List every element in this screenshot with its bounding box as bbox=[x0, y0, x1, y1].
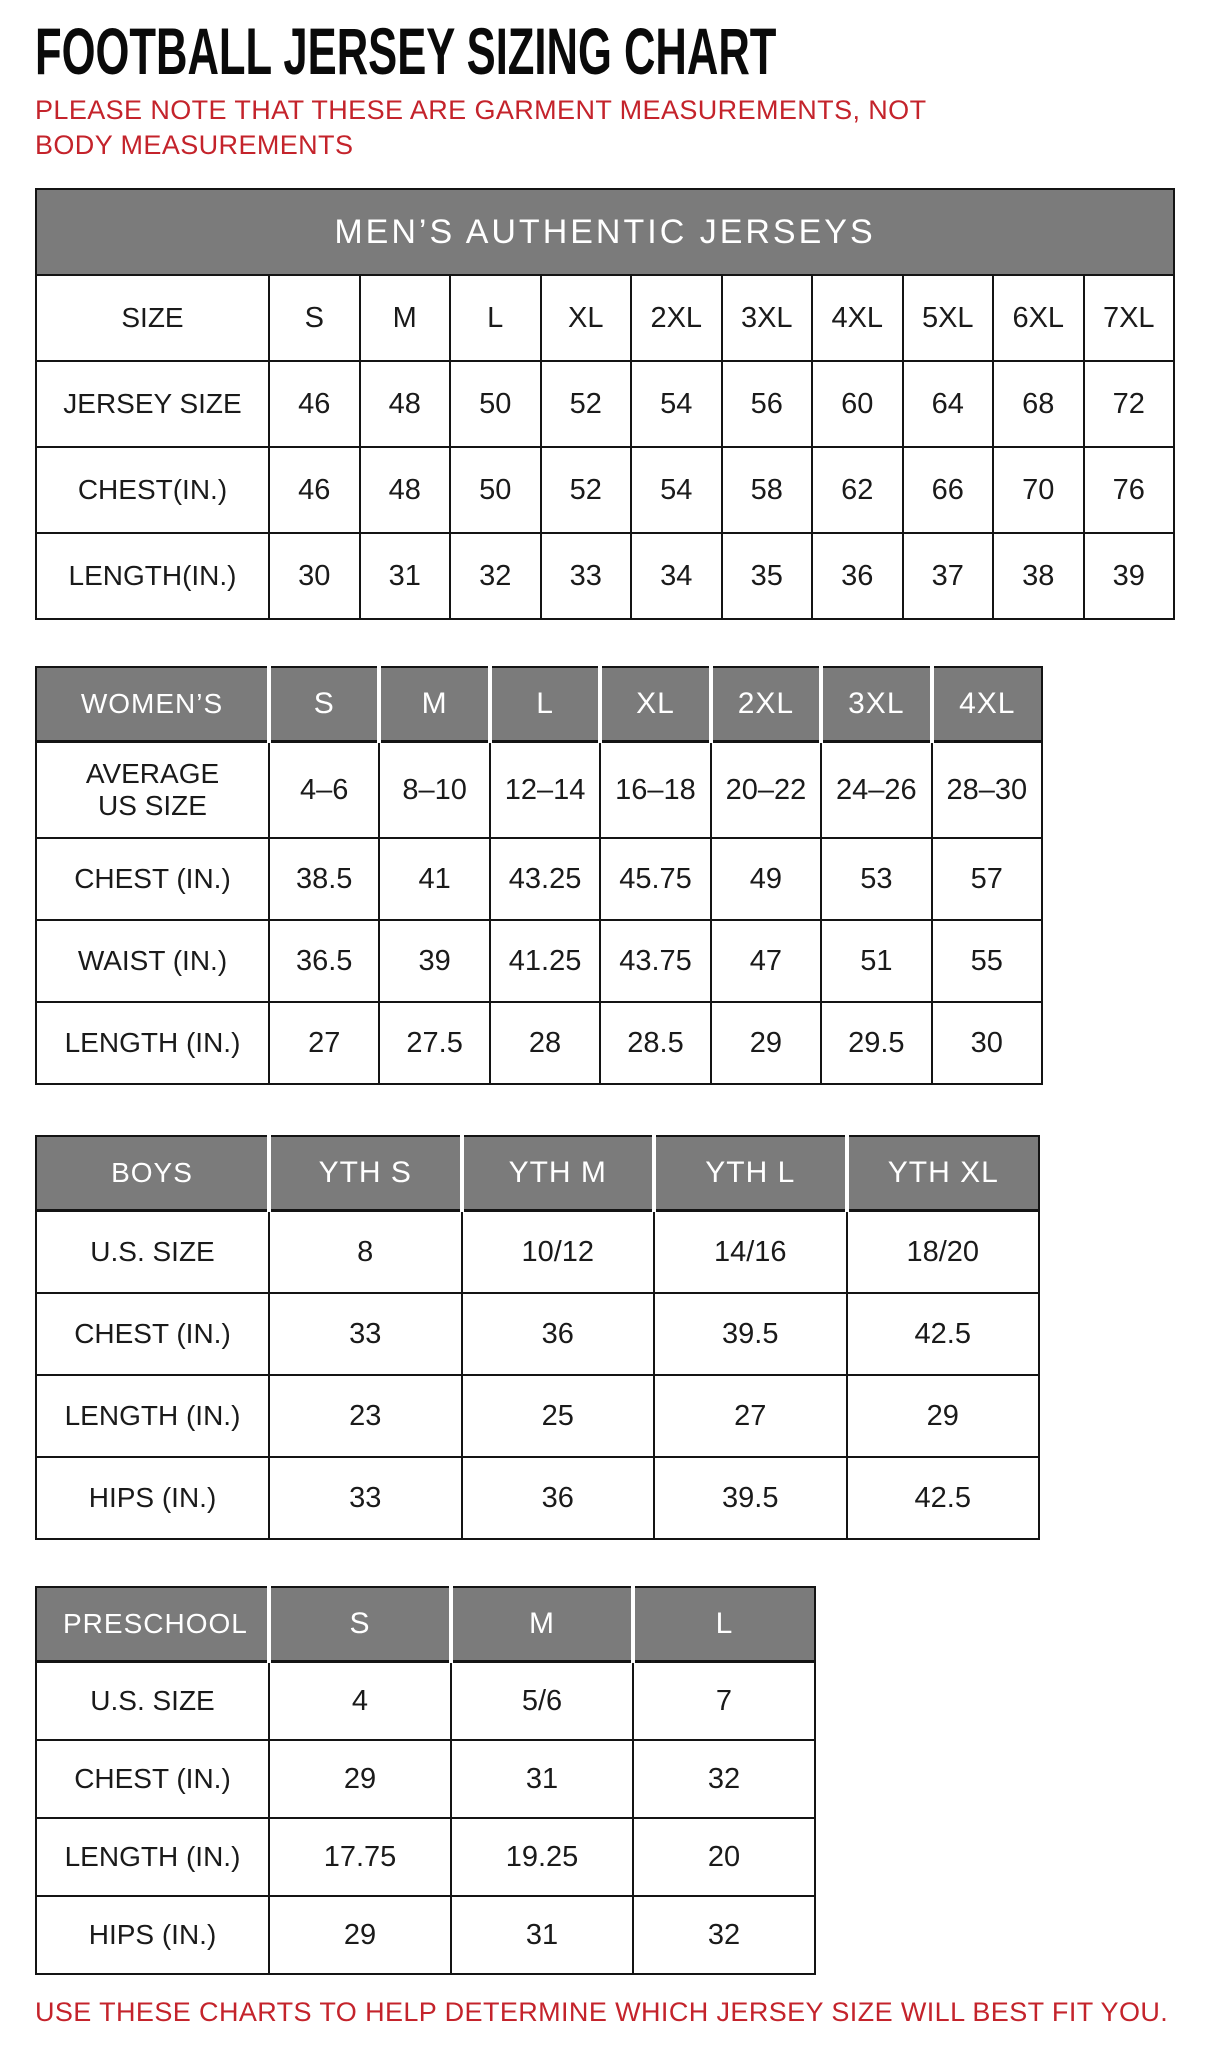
table-cell: 39 bbox=[1084, 533, 1175, 619]
table-cell: 39 bbox=[379, 920, 489, 1002]
table-cell: 28–30 bbox=[932, 742, 1042, 839]
table-cell: 48 bbox=[360, 361, 451, 447]
table-cell: 4XL bbox=[812, 275, 903, 361]
table-row bbox=[36, 1457, 1039, 1539]
column-header: YTH M bbox=[462, 1136, 655, 1211]
table-cell: 32 bbox=[450, 533, 541, 619]
table-cell: 32 bbox=[633, 1896, 815, 1974]
row-label: CHEST(IN.) bbox=[36, 447, 269, 533]
table-cell: S bbox=[269, 275, 360, 361]
table-cell: 27.5 bbox=[379, 1002, 489, 1084]
table-cell: 49 bbox=[711, 838, 821, 920]
mens-authentic-jerseys-table bbox=[35, 188, 1175, 620]
table-cell: 3XL bbox=[722, 275, 813, 361]
table-cell: 29 bbox=[711, 1002, 821, 1084]
table-cell: 31 bbox=[360, 533, 451, 619]
row-label: LENGTH (IN.) bbox=[36, 1002, 269, 1084]
table-cell: 29 bbox=[269, 1740, 451, 1818]
table-cell: 38.5 bbox=[269, 838, 379, 920]
table-cell: 31 bbox=[451, 1740, 633, 1818]
womens-header-row bbox=[36, 667, 1042, 742]
table-row bbox=[36, 1293, 1039, 1375]
row-label: CHEST (IN.) bbox=[36, 1740, 269, 1818]
table-cell: 56 bbox=[722, 361, 813, 447]
table-cell: 33 bbox=[269, 1293, 462, 1375]
table-row bbox=[36, 1896, 815, 1974]
table-cell: 36.5 bbox=[269, 920, 379, 1002]
table-cell: XL bbox=[541, 275, 632, 361]
table-cell: 8 bbox=[269, 1211, 462, 1294]
table-cell: 33 bbox=[269, 1457, 462, 1539]
table-cell: 20 bbox=[633, 1818, 815, 1896]
table-row bbox=[36, 1211, 1039, 1294]
table-cell: 62 bbox=[812, 447, 903, 533]
column-header: XL bbox=[600, 667, 710, 742]
table-cell: 31 bbox=[451, 1896, 633, 1974]
column-header: 2XL bbox=[711, 667, 821, 742]
table-header-label: PRESCHOOL bbox=[36, 1587, 269, 1662]
row-label: CHEST (IN.) bbox=[36, 1293, 269, 1375]
table-row bbox=[36, 920, 1042, 1002]
table-cell: 6XL bbox=[993, 275, 1084, 361]
table-cell: 14/16 bbox=[654, 1211, 847, 1294]
table-cell: 42.5 bbox=[847, 1457, 1040, 1539]
womens-jerseys-table bbox=[35, 666, 1043, 1085]
table-cell: 30 bbox=[269, 533, 360, 619]
table-cell: 35 bbox=[722, 533, 813, 619]
table-cell: 39.5 bbox=[654, 1293, 847, 1375]
table-cell: 24–26 bbox=[821, 742, 931, 839]
table-header-label: WOMEN’S bbox=[36, 667, 269, 742]
table-cell: 5/6 bbox=[451, 1662, 633, 1741]
table-cell: 57 bbox=[932, 838, 1042, 920]
page-title-text: FOOTBALL JERSEY SIZING CHART bbox=[35, 14, 777, 88]
table-cell: 72 bbox=[1084, 361, 1175, 447]
table-row bbox=[36, 361, 1174, 447]
table-cell: L bbox=[450, 275, 541, 361]
preschool-header-row bbox=[36, 1587, 815, 1662]
table-cell: 2XL bbox=[631, 275, 722, 361]
mens-banner-row bbox=[36, 189, 1174, 275]
table-cell: 76 bbox=[1084, 447, 1175, 533]
table-cell: 60 bbox=[812, 361, 903, 447]
boys-jerseys-table bbox=[35, 1135, 1040, 1540]
row-label: JERSEY SIZE bbox=[36, 361, 269, 447]
table-cell: 27 bbox=[654, 1375, 847, 1457]
table-cell: 32 bbox=[633, 1740, 815, 1818]
table-cell: 29 bbox=[847, 1375, 1040, 1457]
column-header: M bbox=[451, 1587, 633, 1662]
table-cell: 28 bbox=[490, 1002, 600, 1084]
row-label: SIZE bbox=[36, 275, 269, 361]
table-cell: 16–18 bbox=[600, 742, 710, 839]
table-cell: 23 bbox=[269, 1375, 462, 1457]
table-cell: 12–14 bbox=[490, 742, 600, 839]
table-cell: 38 bbox=[993, 533, 1084, 619]
row-label: LENGTH (IN.) bbox=[36, 1818, 269, 1896]
table-cell: 29.5 bbox=[821, 1002, 931, 1084]
table-row bbox=[36, 1818, 815, 1896]
table-cell: 64 bbox=[903, 361, 994, 447]
table-cell: 48 bbox=[360, 447, 451, 533]
table-row bbox=[36, 1740, 815, 1818]
table-cell: 50 bbox=[450, 447, 541, 533]
table-cell: 7 bbox=[633, 1662, 815, 1741]
table-cell: 20–22 bbox=[711, 742, 821, 839]
page-title bbox=[35, 16, 1180, 87]
table-cell: 70 bbox=[993, 447, 1084, 533]
column-header: S bbox=[269, 667, 379, 742]
table-cell: 7XL bbox=[1084, 275, 1175, 361]
column-header: 3XL bbox=[821, 667, 931, 742]
table-cell: 43.75 bbox=[600, 920, 710, 1002]
table-cell: 53 bbox=[821, 838, 931, 920]
table-cell: 52 bbox=[541, 447, 632, 533]
row-label: HIPS (IN.) bbox=[36, 1457, 269, 1539]
table-row bbox=[36, 1002, 1042, 1084]
column-header: 4XL bbox=[932, 667, 1042, 742]
table-cell: 36 bbox=[462, 1457, 655, 1539]
table-cell: 43.25 bbox=[490, 838, 600, 920]
table-cell: 28.5 bbox=[600, 1002, 710, 1084]
row-label: HIPS (IN.) bbox=[36, 1896, 269, 1974]
table-cell: 33 bbox=[541, 533, 632, 619]
table-row bbox=[36, 275, 1174, 361]
preschool-jerseys-table bbox=[35, 1586, 816, 1975]
table-cell: 55 bbox=[932, 920, 1042, 1002]
row-label: CHEST (IN.) bbox=[36, 838, 269, 920]
table-cell: 29 bbox=[269, 1896, 451, 1974]
table-header-label: BOYS bbox=[36, 1136, 269, 1211]
table-cell: 46 bbox=[269, 447, 360, 533]
table-cell: 47 bbox=[711, 920, 821, 1002]
table-cell: 41 bbox=[379, 838, 489, 920]
table-cell: 37 bbox=[903, 533, 994, 619]
table-cell: 54 bbox=[631, 447, 722, 533]
column-header: YTH L bbox=[654, 1136, 847, 1211]
table-cell: 19.25 bbox=[451, 1818, 633, 1896]
table-cell: 5XL bbox=[903, 275, 994, 361]
row-label: AVERAGE US SIZE bbox=[36, 742, 269, 839]
table-cell: 51 bbox=[821, 920, 931, 1002]
row-label: LENGTH(IN.) bbox=[36, 533, 269, 619]
table-cell: 45.75 bbox=[600, 838, 710, 920]
table-cell: 27 bbox=[269, 1002, 379, 1084]
column-header: L bbox=[633, 1587, 815, 1662]
table-cell: 39.5 bbox=[654, 1457, 847, 1539]
boys-header-row bbox=[36, 1136, 1039, 1211]
table-cell: 25 bbox=[462, 1375, 655, 1457]
table-cell: 8–10 bbox=[379, 742, 489, 839]
table-cell: 4–6 bbox=[269, 742, 379, 839]
table-cell: 4 bbox=[269, 1662, 451, 1741]
row-label: LENGTH (IN.) bbox=[36, 1375, 269, 1457]
row-label: U.S. SIZE bbox=[36, 1211, 269, 1294]
table-cell: 36 bbox=[462, 1293, 655, 1375]
table-cell: 46 bbox=[269, 361, 360, 447]
table-cell: 30 bbox=[932, 1002, 1042, 1084]
row-label: U.S. SIZE bbox=[36, 1662, 269, 1741]
table-row bbox=[36, 742, 1042, 839]
table-row bbox=[36, 447, 1174, 533]
garment-measurements-note: PLEASE NOTE THAT THESE ARE GARMENT MEASUREMENTS, NOT BODY MEASUREMENTS bbox=[35, 95, 926, 160]
column-header: M bbox=[379, 667, 489, 742]
table-row bbox=[36, 838, 1042, 920]
table-row bbox=[36, 1662, 815, 1741]
fit-advice-note: USE THESE CHARTS TO HELP DETERMINE WHICH JERSEY SIZE WILL BEST FIT YOU. bbox=[35, 1997, 1169, 2028]
table-cell: 58 bbox=[722, 447, 813, 533]
table-cell: 68 bbox=[993, 361, 1084, 447]
column-header: L bbox=[490, 667, 600, 742]
row-label: WAIST (IN.) bbox=[36, 920, 269, 1002]
mens-table-banner: MEN’S AUTHENTIC JERSEYS bbox=[36, 189, 1174, 275]
table-row bbox=[36, 1375, 1039, 1457]
table-cell: 50 bbox=[450, 361, 541, 447]
table-cell: 18/20 bbox=[847, 1211, 1040, 1294]
table-cell: 36 bbox=[812, 533, 903, 619]
table-cell: 66 bbox=[903, 447, 994, 533]
table-row bbox=[36, 533, 1174, 619]
table-cell: 42.5 bbox=[847, 1293, 1040, 1375]
table-cell: 17.75 bbox=[269, 1818, 451, 1896]
column-header: YTH XL bbox=[847, 1136, 1040, 1211]
table-cell: 10/12 bbox=[462, 1211, 655, 1294]
table-cell: M bbox=[360, 275, 451, 361]
column-header: YTH S bbox=[269, 1136, 462, 1211]
table-cell: 54 bbox=[631, 361, 722, 447]
table-cell: 34 bbox=[631, 533, 722, 619]
table-cell: 41.25 bbox=[490, 920, 600, 1002]
column-header: S bbox=[269, 1587, 451, 1662]
table-cell: 52 bbox=[541, 361, 632, 447]
